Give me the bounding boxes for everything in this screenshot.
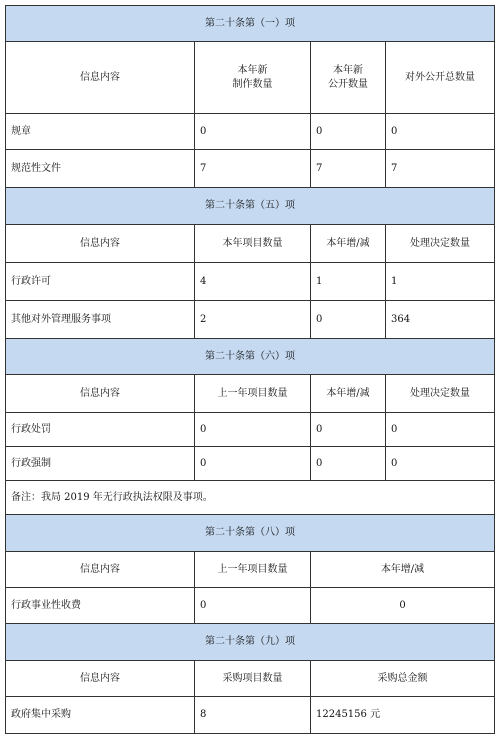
table-row: 政府集中采购 8 12245156 元 — [6, 697, 495, 734]
table-row: 规范性文件 7 7 7 — [6, 150, 495, 188]
note: 备注：我局 2019 年无行政执法权限及事项。 — [6, 481, 495, 515]
col-header-total: 对外公开总数量 — [386, 42, 495, 114]
col-header-item: 信息内容 — [6, 42, 195, 114]
col-header-count: 本年项目数量 — [195, 225, 311, 263]
col-header-last-year-count: 上一年项目数量 — [195, 552, 311, 588]
table-row: 行政强制 0 0 0 — [6, 447, 495, 481]
col-header-change: 本年增/减 — [311, 552, 495, 588]
table-row: 规章 0 0 0 — [6, 114, 495, 150]
col-header-item: 信息内容 — [6, 375, 195, 413]
table-row: 行政处罚 0 0 0 — [6, 413, 495, 447]
col-header-change: 本年增/减 — [311, 225, 386, 263]
section-title-5: 第二十条第（五）项 — [6, 188, 495, 225]
section-title-1: 第二十条第（一）项 — [6, 6, 495, 42]
col-header-item: 信息内容 — [6, 225, 195, 263]
col-header-purchase-amount: 采购总金额 — [311, 661, 495, 697]
col-header-last-year-count: 上一年项目数量 — [195, 375, 311, 413]
table-row: 行政事业性收费 0 0 — [6, 588, 495, 624]
col-header-item: 信息内容 — [6, 552, 195, 588]
col-header-new-made: 本年新 制作数量 — [195, 42, 311, 114]
col-header-purchase-count: 采购项目数量 — [195, 661, 311, 697]
section-title-8: 第二十条第（八）项 — [6, 515, 495, 552]
table-row: 行政许可 4 1 1 — [6, 263, 495, 301]
section-title-6: 第二十条第（六）项 — [6, 339, 495, 375]
col-header-change: 本年增/减 — [311, 375, 386, 413]
col-header-decisions: 处理决定数量 — [386, 225, 495, 263]
disclosure-table — [5, 5, 495, 734]
table-row: 其他对外管理服务事项 2 0 364 — [6, 301, 495, 339]
col-header-item: 信息内容 — [6, 661, 195, 697]
col-header-decisions: 处理决定数量 — [386, 375, 495, 413]
section-title-9: 第二十条第（九）项 — [6, 624, 495, 661]
col-header-new-public: 本年新 公开数量 — [311, 42, 386, 114]
